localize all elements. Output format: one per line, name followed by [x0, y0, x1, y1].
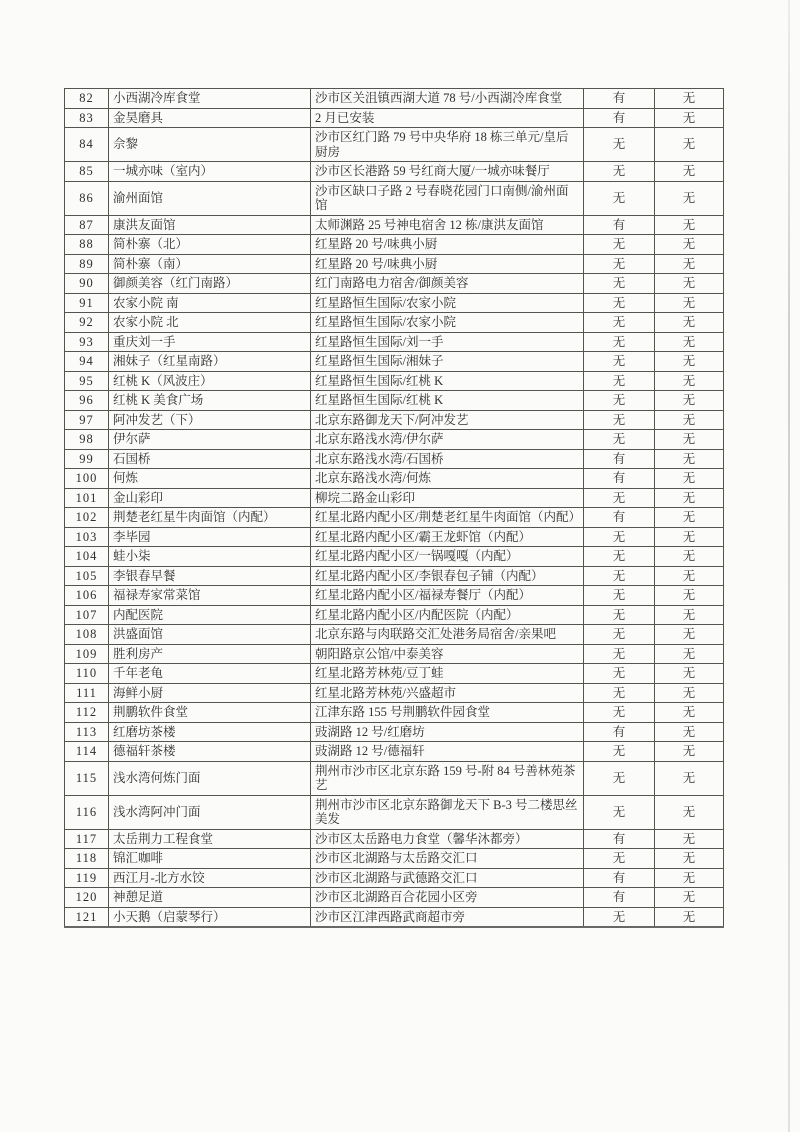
row-status-2: 无: [655, 449, 724, 469]
row-status-2: 无: [655, 215, 724, 235]
row-status-1: 无: [584, 410, 655, 430]
row-name: 伊尔萨: [109, 430, 311, 450]
row-status-2: 无: [655, 625, 724, 645]
row-index: 84: [65, 128, 109, 162]
row-name: 洪盛面馆: [109, 625, 311, 645]
row-index: 118: [65, 849, 109, 869]
row-index: 95: [65, 371, 109, 391]
row-status-1: 无: [584, 849, 655, 869]
row-status-1: 有: [584, 508, 655, 528]
row-status-2: 无: [655, 722, 724, 742]
row-name: 浅水湾何炼门面: [109, 761, 311, 795]
row-name: 海鲜小厨: [109, 683, 311, 703]
table-row: [65, 89, 724, 109]
row-status-2: 无: [655, 89, 724, 109]
table-row: [65, 566, 724, 586]
row-status-2: 无: [655, 391, 724, 411]
table-row: [65, 235, 724, 255]
row-address: 沙市区北湖路百合花园小区旁: [311, 888, 584, 908]
row-address: 北京东路御龙天下/阿冲发艺: [311, 410, 584, 430]
row-status-2: 无: [655, 235, 724, 255]
row-status-1: 无: [584, 683, 655, 703]
table-row: [65, 254, 724, 274]
row-status-2: 无: [655, 108, 724, 128]
row-address: 红星北路内配小区/霸王龙虾馆（内配）: [311, 527, 584, 547]
row-status-2: 无: [655, 547, 724, 567]
table-row: [65, 108, 724, 128]
row-status-2: 无: [655, 128, 724, 162]
table-body: [65, 89, 724, 928]
row-name: 锦汇咖啡: [109, 849, 311, 869]
row-address: 红星北路内配小区/李银春包子铺（内配）: [311, 566, 584, 586]
table-row: [65, 849, 724, 869]
table-row: [65, 605, 724, 625]
table-row: [65, 907, 724, 927]
row-name: 渝州面馆: [109, 181, 311, 215]
table-row: [65, 181, 724, 215]
table-row: [65, 391, 724, 411]
row-index: 101: [65, 488, 109, 508]
table-row: [65, 644, 724, 664]
row-name: 阿冲发艺（下）: [109, 410, 311, 430]
table-row: [65, 274, 724, 294]
row-status-1: 无: [584, 703, 655, 723]
row-address: 北京东路浅水湾/石国桥: [311, 449, 584, 469]
row-name: 一城亦味（室内）: [109, 162, 311, 182]
row-status-1: 无: [584, 586, 655, 606]
row-index: 104: [65, 547, 109, 567]
table-row: [65, 527, 724, 547]
row-status-2: 无: [655, 430, 724, 450]
row-status-2: 无: [655, 868, 724, 888]
row-status-2: 无: [655, 664, 724, 684]
row-index: 114: [65, 742, 109, 762]
row-index: 100: [65, 469, 109, 489]
row-status-1: 无: [584, 907, 655, 927]
row-index: 107: [65, 605, 109, 625]
row-address: 沙市区红门路 79 号中央华府 18 栋三单元/皇后厨房: [311, 128, 584, 162]
row-status-1: 无: [584, 352, 655, 372]
table-row: [65, 128, 724, 162]
row-status-2: 无: [655, 829, 724, 849]
row-name: 胜利房产: [109, 644, 311, 664]
table-row: [65, 313, 724, 333]
row-status-1: 无: [584, 605, 655, 625]
row-status-2: 无: [655, 566, 724, 586]
establishments-table: [64, 88, 724, 928]
table-row: [65, 410, 724, 430]
row-index: 117: [65, 829, 109, 849]
row-name: 西江月-北方水饺: [109, 868, 311, 888]
table-row: [65, 488, 724, 508]
table-row: [65, 664, 724, 684]
table-row: [65, 162, 724, 182]
row-name: 红桃 K 美食广场: [109, 391, 311, 411]
row-status-1: 无: [584, 274, 655, 294]
row-status-2: 无: [655, 605, 724, 625]
row-index: 108: [65, 625, 109, 645]
row-name: 李银春早餐: [109, 566, 311, 586]
row-status-2: 无: [655, 162, 724, 182]
row-address: 荆州市沙市区北京东路御龙天下 B-3 号二楼思丝美发: [311, 795, 584, 829]
row-status-1: 无: [584, 527, 655, 547]
row-address: 红星路恒生国际/红桃 K: [311, 371, 584, 391]
row-index: 98: [65, 430, 109, 450]
row-status-1: 无: [584, 128, 655, 162]
row-address: 红星路恒生国际/刘一手: [311, 332, 584, 352]
row-address: 北京东路与肉联路交汇处港务局宿舍/亲果吧: [311, 625, 584, 645]
row-name: 红磨坊茶楼: [109, 722, 311, 742]
row-index: 93: [65, 332, 109, 352]
row-address: 红星北路内配小区/福禄寿餐厅（内配）: [311, 586, 584, 606]
row-status-1: 有: [584, 215, 655, 235]
row-status-2: 无: [655, 795, 724, 829]
row-name: 太岳荆力工程食堂: [109, 829, 311, 849]
row-name: 荆鹏软件食堂: [109, 703, 311, 723]
row-address: 江津东路 155 号荆鹏软件园食堂: [311, 703, 584, 723]
row-index: 103: [65, 527, 109, 547]
row-status-2: 无: [655, 332, 724, 352]
row-address: 沙市区缺口子路 2 号春晓花园门口南侧/渝州面馆: [311, 181, 584, 215]
table-row: [65, 547, 724, 567]
row-name: 农家小院 北: [109, 313, 311, 333]
row-index: 113: [65, 722, 109, 742]
row-status-1: 无: [584, 162, 655, 182]
row-address: 柳垸二路金山彩印: [311, 488, 584, 508]
row-status-2: 无: [655, 508, 724, 528]
table-row: [65, 761, 724, 795]
row-index: 89: [65, 254, 109, 274]
row-address: 朝阳路京公馆/中泰美容: [311, 644, 584, 664]
row-index: 106: [65, 586, 109, 606]
row-status-2: 无: [655, 274, 724, 294]
row-index: 90: [65, 274, 109, 294]
row-name: 简朴寨（南）: [109, 254, 311, 274]
row-index: 110: [65, 664, 109, 684]
row-status-1: 有: [584, 722, 655, 742]
row-status-1: 无: [584, 181, 655, 215]
row-name: 金昊磨具: [109, 108, 311, 128]
table-row: [65, 430, 724, 450]
row-status-2: 无: [655, 352, 724, 372]
row-status-1: 无: [584, 795, 655, 829]
row-name: 佘黎: [109, 128, 311, 162]
row-name: 荆楚老红星牛肉面馆（内配）: [109, 508, 311, 528]
row-address: 红星北路内配小区/一锅嘎嘎（内配）: [311, 547, 584, 567]
table-row: [65, 722, 724, 742]
row-address: 红星路恒生国际/红桃 K: [311, 391, 584, 411]
row-status-1: 无: [584, 742, 655, 762]
table-row: [65, 352, 724, 372]
row-address: 红星北路内配小区/内配医院（内配）: [311, 605, 584, 625]
row-status-1: 无: [584, 235, 655, 255]
row-status-1: 无: [584, 371, 655, 391]
row-status-1: 无: [584, 644, 655, 664]
row-index: 82: [65, 89, 109, 109]
row-status-2: 无: [655, 181, 724, 215]
row-address: 红星北路芳林苑/豆丁蛙: [311, 664, 584, 684]
row-status-1: 有: [584, 469, 655, 489]
row-status-1: 有: [584, 108, 655, 128]
row-address: 豉湖路 12 号/红磨坊: [311, 722, 584, 742]
row-status-1: 有: [584, 449, 655, 469]
table-row: [65, 371, 724, 391]
table-row: [65, 703, 724, 723]
row-name: 小天鹅（启蒙琴行）: [109, 907, 311, 927]
row-index: 88: [65, 235, 109, 255]
row-index: 97: [65, 410, 109, 430]
table-row: [65, 469, 724, 489]
row-address: 北京东路浅水湾/伊尔萨: [311, 430, 584, 450]
row-index: 116: [65, 795, 109, 829]
row-address: 沙市区江津西路武商超市旁: [311, 907, 584, 927]
row-status-1: 无: [584, 430, 655, 450]
row-address: 北京东路浅水湾/何炼: [311, 469, 584, 489]
row-index: 105: [65, 566, 109, 586]
row-address: 红星北路芳林苑/兴盛超市: [311, 683, 584, 703]
table-row: [65, 795, 724, 829]
row-status-2: 无: [655, 907, 724, 927]
row-status-1: 无: [584, 313, 655, 333]
row-index: 91: [65, 293, 109, 313]
row-status-1: 无: [584, 293, 655, 313]
row-index: 109: [65, 644, 109, 664]
row-status-2: 无: [655, 761, 724, 795]
row-address: 豉湖路 12 号/德福轩: [311, 742, 584, 762]
row-name: 德福轩茶楼: [109, 742, 311, 762]
row-status-2: 无: [655, 527, 724, 547]
row-index: 119: [65, 868, 109, 888]
row-name: 李毕园: [109, 527, 311, 547]
row-status-1: 有: [584, 888, 655, 908]
row-index: 85: [65, 162, 109, 182]
row-status-1: 有: [584, 89, 655, 109]
row-address: 红星路恒生国际/湘妹子: [311, 352, 584, 372]
row-name: 浅水湾阿冲门面: [109, 795, 311, 829]
row-status-2: 无: [655, 644, 724, 664]
row-name: 何炼: [109, 469, 311, 489]
row-index: 120: [65, 888, 109, 908]
table-row: [65, 625, 724, 645]
row-name: 康洪友面馆: [109, 215, 311, 235]
row-name: 湘妹子（红星南路）: [109, 352, 311, 372]
row-name: 御颜美容（红门南路）: [109, 274, 311, 294]
table-row: [65, 683, 724, 703]
row-index: 96: [65, 391, 109, 411]
table-row: [65, 868, 724, 888]
row-address: 红星北路内配小区/荆楚老红星牛肉面馆（内配）: [311, 508, 584, 528]
row-index: 87: [65, 215, 109, 235]
row-index: 121: [65, 907, 109, 927]
row-index: 86: [65, 181, 109, 215]
row-name: 金山彩印: [109, 488, 311, 508]
row-status-2: 无: [655, 488, 724, 508]
table-row: [65, 449, 724, 469]
row-address: 沙市区北湖路与太岳路交汇口: [311, 849, 584, 869]
row-address: 沙市区北湖路与武德路交汇口: [311, 868, 584, 888]
row-status-2: 无: [655, 254, 724, 274]
row-status-1: 无: [584, 761, 655, 795]
row-status-2: 无: [655, 888, 724, 908]
row-index: 92: [65, 313, 109, 333]
row-status-2: 无: [655, 586, 724, 606]
row-status-2: 无: [655, 742, 724, 762]
table-row: [65, 742, 724, 762]
row-address: 2 月已安装: [311, 108, 584, 128]
row-status-2: 无: [655, 683, 724, 703]
row-address: 沙市区长港路 59 号红商大厦/一城亦味餐厅: [311, 162, 584, 182]
row-index: 112: [65, 703, 109, 723]
row-name: 重庆刘一手: [109, 332, 311, 352]
table-row: [65, 332, 724, 352]
row-name: 简朴寨（北）: [109, 235, 311, 255]
row-status-1: 无: [584, 391, 655, 411]
row-name: 石国桥: [109, 449, 311, 469]
row-status-2: 无: [655, 469, 724, 489]
row-address: 红星路 20 号/味典小厨: [311, 254, 584, 274]
row-index: 102: [65, 508, 109, 528]
row-status-1: 无: [584, 547, 655, 567]
row-status-1: 无: [584, 332, 655, 352]
row-name: 红桃 K（风波庄）: [109, 371, 311, 391]
table-row: [65, 586, 724, 606]
row-status-1: 无: [584, 488, 655, 508]
row-status-2: 无: [655, 703, 724, 723]
row-name: 内配医院: [109, 605, 311, 625]
row-status-2: 无: [655, 371, 724, 391]
row-name: 千年老龟: [109, 664, 311, 684]
row-status-1: 无: [584, 566, 655, 586]
row-status-2: 无: [655, 313, 724, 333]
row-address: 太师渊路 25 号神电宿舍 12 栋/康洪友面馆: [311, 215, 584, 235]
row-address: 沙市区太岳路电力食堂（馨华沐都旁）: [311, 829, 584, 849]
row-name: 神憩足道: [109, 888, 311, 908]
row-index: 111: [65, 683, 109, 703]
row-address: 红门南路电力宿舍/御颜美容: [311, 274, 584, 294]
table-row: [65, 888, 724, 908]
row-address: 红星路恒生国际/农家小院: [311, 313, 584, 333]
row-address: 红星路 20 号/味典小厨: [311, 235, 584, 255]
row-status-1: 无: [584, 625, 655, 645]
row-name: 小西湖冷库食堂: [109, 89, 311, 109]
row-status-1: 无: [584, 254, 655, 274]
row-status-2: 无: [655, 410, 724, 430]
row-status-1: 无: [584, 664, 655, 684]
table-row: [65, 508, 724, 528]
row-name: 蛙小柒: [109, 547, 311, 567]
table-row: [65, 829, 724, 849]
row-index: 99: [65, 449, 109, 469]
row-status-2: 无: [655, 293, 724, 313]
table-row: [65, 215, 724, 235]
page-edge-shadow: [788, 0, 790, 1132]
row-address: 红星路恒生国际/农家小院: [311, 293, 584, 313]
row-name: 福禄寿家常菜馆: [109, 586, 311, 606]
row-index: 115: [65, 761, 109, 795]
row-index: 83: [65, 108, 109, 128]
row-status-1: 有: [584, 868, 655, 888]
row-status-2: 无: [655, 849, 724, 869]
row-address: 荆州市沙市区北京东路 159 号-附 84 号善林苑茶艺: [311, 761, 584, 795]
table-row: [65, 293, 724, 313]
row-index: 94: [65, 352, 109, 372]
row-name: 农家小院 南: [109, 293, 311, 313]
row-status-1: 有: [584, 829, 655, 849]
row-address: 沙市区关沮镇西湖大道 78 号/小西湖冷库食堂: [311, 89, 584, 109]
